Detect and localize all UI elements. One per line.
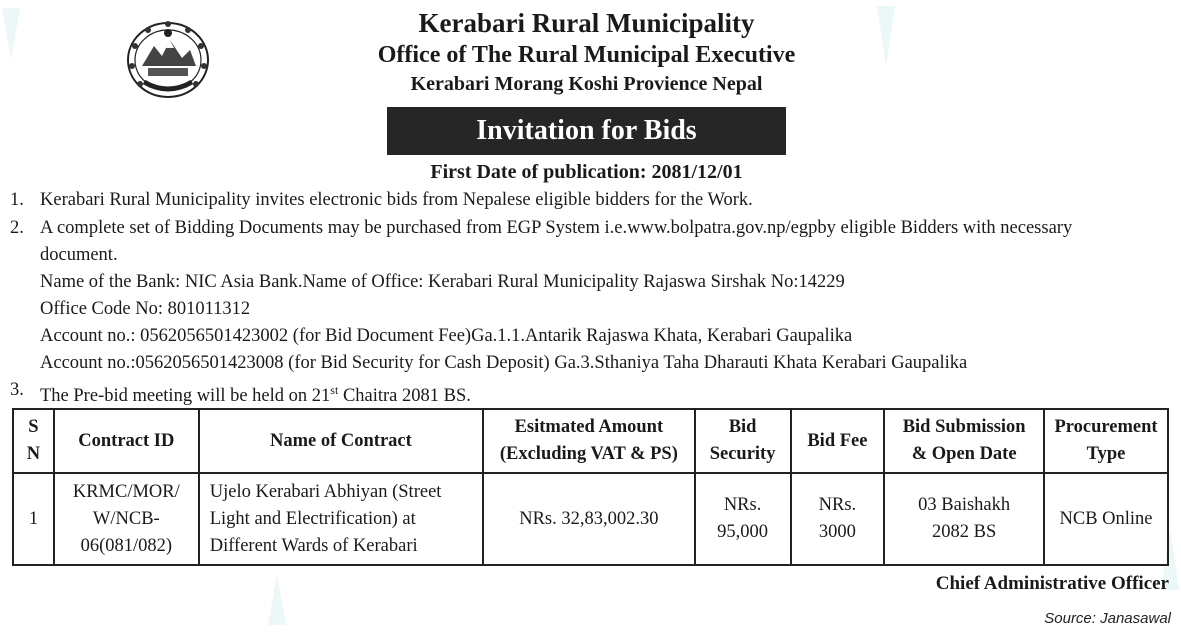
- col-header-submission-date: Bid Submission & Open Date: [884, 409, 1044, 473]
- bid-table: [12, 408, 1169, 566]
- item-number: 3.: [10, 380, 24, 400]
- cell-amount: NRs. 32,83,002.30: [483, 473, 695, 565]
- cell-contract-name: Ujelo Kerabari Abhiyan (Street Light and Electrification) at Different Wards of Kerabari: [199, 473, 483, 565]
- bank-details: Name of the Bank: NIC Asia Bank.Name of Office: Kerabari Rural Municipality Rajaswa Sirshak No:14229: [40, 272, 845, 292]
- address-line: Kerabari Morang Koshi Provience Nepal: [410, 73, 763, 95]
- cell-procurement-type: NCB Online: [1044, 473, 1168, 565]
- cell-bid-security: NRs. 95,000: [695, 473, 791, 565]
- col-header-sn: S N: [13, 409, 54, 473]
- office-code: Office Code No: 801011312: [40, 299, 251, 319]
- prebid-text: The Pre-bid meeting will be held on 21: [40, 386, 331, 407]
- item-number: 2.: [10, 218, 24, 238]
- item-number: 1.: [10, 190, 24, 210]
- cell-bid-fee: NRs. 3000: [791, 473, 885, 565]
- col-header-contract-id: Contract ID: [54, 409, 199, 473]
- watermark-mark: [268, 575, 286, 625]
- ordinal-suffix: st: [330, 383, 339, 397]
- prebid-date: Chaitra 2081 BS.: [338, 386, 471, 407]
- col-header-name: Name of Contract: [199, 409, 483, 473]
- signature-title: Chief Administrative Officer: [935, 573, 1169, 594]
- cell-contract-id: KRMC/MOR/ W/NCB- 06(081/082): [54, 473, 199, 565]
- invitation-banner: Invitation for Bids: [387, 107, 786, 155]
- account-bid-security: Account no.:0562056501423008 (for Bid Security for Cash Deposit) Ga.3.Sthaniya Taha Dharauti Khata Kerabari Gaupalika: [40, 353, 968, 373]
- account-bid-fee: Account no.: 0562056501423002 (for Bid Document Fee)Ga.1.1.Antarik Rajaswa Khata, Kerabari Gaupalika: [40, 326, 853, 346]
- col-header-bid-security: Bid Security: [695, 409, 791, 473]
- municipality-title: Kerabari Rural Municipality: [418, 8, 755, 38]
- item-1-text: Kerabari Rural Municipality invites electronic bids from Nepalese eligible bidders for the Work.: [40, 190, 753, 210]
- item-2-continuation: document.: [40, 245, 118, 265]
- cell-submission-date: 03 Baishakh 2082 BS: [884, 473, 1044, 565]
- col-header-amount: Esitmated Amount (Excluding VAT & PS): [483, 409, 695, 473]
- office-title: Office of The Rural Municipal Executive: [377, 42, 796, 68]
- source-credit: Source: Janasawal: [1044, 610, 1171, 627]
- cell-sn: 1: [13, 473, 54, 565]
- table-header-row: [13, 409, 1168, 473]
- publication-date: First Date of publication: 2081/12/01: [430, 161, 743, 183]
- item-2-text: A complete set of Bidding Documents may be purchased from EGP System i.e.www.bolpatra.gov.np/egpby eligible Bidders with necessary: [40, 218, 1073, 238]
- col-header-bid-fee: Bid Fee: [791, 409, 885, 473]
- col-header-procurement-type: Procurement Type: [1044, 409, 1168, 473]
- table-row: [13, 473, 1168, 565]
- item-3-text: [40, 378, 471, 408]
